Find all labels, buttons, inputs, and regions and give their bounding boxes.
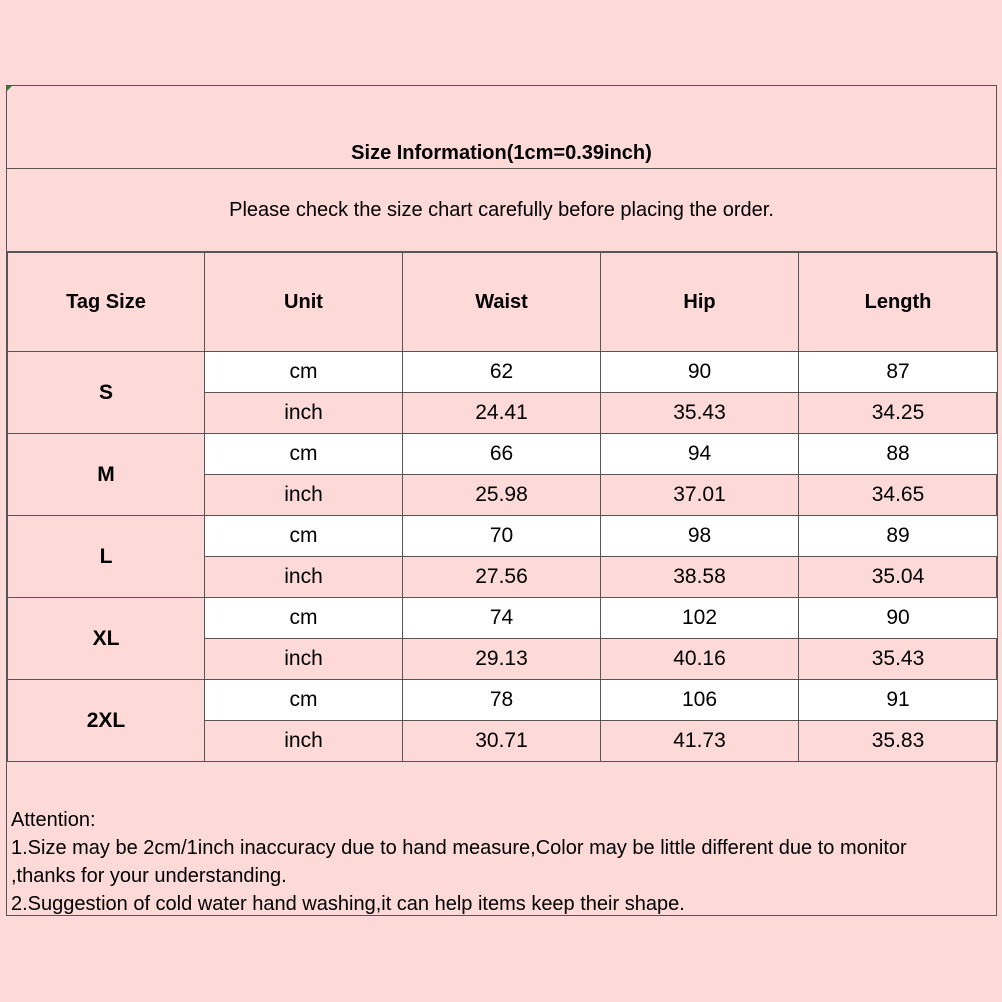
length-cell: 34.25 <box>799 393 998 434</box>
tag-size-cell: S <box>8 352 205 434</box>
length-cell: 35.83 <box>799 721 998 762</box>
order-note: Please check the size chart carefully before placing the order. <box>229 199 774 221</box>
waist-cell: 66 <box>403 434 601 475</box>
size-chart-sheet <box>6 85 997 916</box>
unit-cell: inch <box>205 721 403 762</box>
hip-cell: 41.73 <box>601 721 799 762</box>
unit-cell: inch <box>205 475 403 516</box>
table-row <box>8 352 998 393</box>
waist-cell: 25.98 <box>403 475 601 516</box>
length-cell: 35.43 <box>799 639 998 680</box>
header-waist: Waist <box>403 253 601 352</box>
unit-cell: cm <box>205 598 403 639</box>
unit-cell: cm <box>205 434 403 475</box>
unit-cell: inch <box>205 639 403 680</box>
waist-cell: 29.13 <box>403 639 601 680</box>
length-cell: 35.04 <box>799 557 998 598</box>
header-tag-size: Tag Size <box>8 253 205 352</box>
hip-cell: 94 <box>601 434 799 475</box>
attention-line-1-continued: ,thanks for your understanding. <box>11 865 287 887</box>
tag-size-cell: 2XL <box>8 680 205 762</box>
unit-cell: inch <box>205 557 403 598</box>
tag-size-cell: L <box>8 516 205 598</box>
table-row <box>8 680 998 721</box>
waist-cell: 27.56 <box>403 557 601 598</box>
attention-line-1: 1.Size may be 2cm/1inch inaccuracy due to hand measure,Color may be little different due to monitor <box>11 837 907 859</box>
hip-cell: 40.16 <box>601 639 799 680</box>
page-title: Size Information(1cm=0.39inch) <box>351 142 652 164</box>
waist-cell: 62 <box>403 352 601 393</box>
table-row <box>8 516 998 557</box>
length-cell: 89 <box>799 516 998 557</box>
tag-size-cell: M <box>8 434 205 516</box>
table-header-row <box>8 253 998 352</box>
waist-cell: 30.71 <box>403 721 601 762</box>
hip-cell: 35.43 <box>601 393 799 434</box>
length-cell: 34.65 <box>799 475 998 516</box>
hip-cell: 90 <box>601 352 799 393</box>
unit-cell: cm <box>205 516 403 557</box>
attention-line-2: 2.Suggestion of cold water hand washing,it can help items keep their shape. <box>11 893 685 915</box>
note-row <box>7 169 996 252</box>
waist-cell: 78 <box>403 680 601 721</box>
table-row <box>8 598 998 639</box>
table-row <box>8 434 998 475</box>
hip-cell: 102 <box>601 598 799 639</box>
attention-heading: Attention: <box>11 809 96 831</box>
title-row <box>7 86 996 169</box>
header-length: Length <box>799 253 998 352</box>
hip-cell: 37.01 <box>601 475 799 516</box>
unit-cell: cm <box>205 352 403 393</box>
length-cell: 91 <box>799 680 998 721</box>
length-cell: 90 <box>799 598 998 639</box>
header-unit: Unit <box>205 253 403 352</box>
waist-cell: 24.41 <box>403 393 601 434</box>
unit-cell: inch <box>205 393 403 434</box>
header-hip: Hip <box>601 253 799 352</box>
unit-cell: cm <box>205 680 403 721</box>
length-cell: 88 <box>799 434 998 475</box>
hip-cell: 98 <box>601 516 799 557</box>
waist-cell: 70 <box>403 516 601 557</box>
hip-cell: 106 <box>601 680 799 721</box>
size-table <box>7 252 998 762</box>
waist-cell: 74 <box>403 598 601 639</box>
hip-cell: 38.58 <box>601 557 799 598</box>
length-cell: 87 <box>799 352 998 393</box>
tag-size-cell: XL <box>8 598 205 680</box>
attention-notes <box>11 806 992 918</box>
